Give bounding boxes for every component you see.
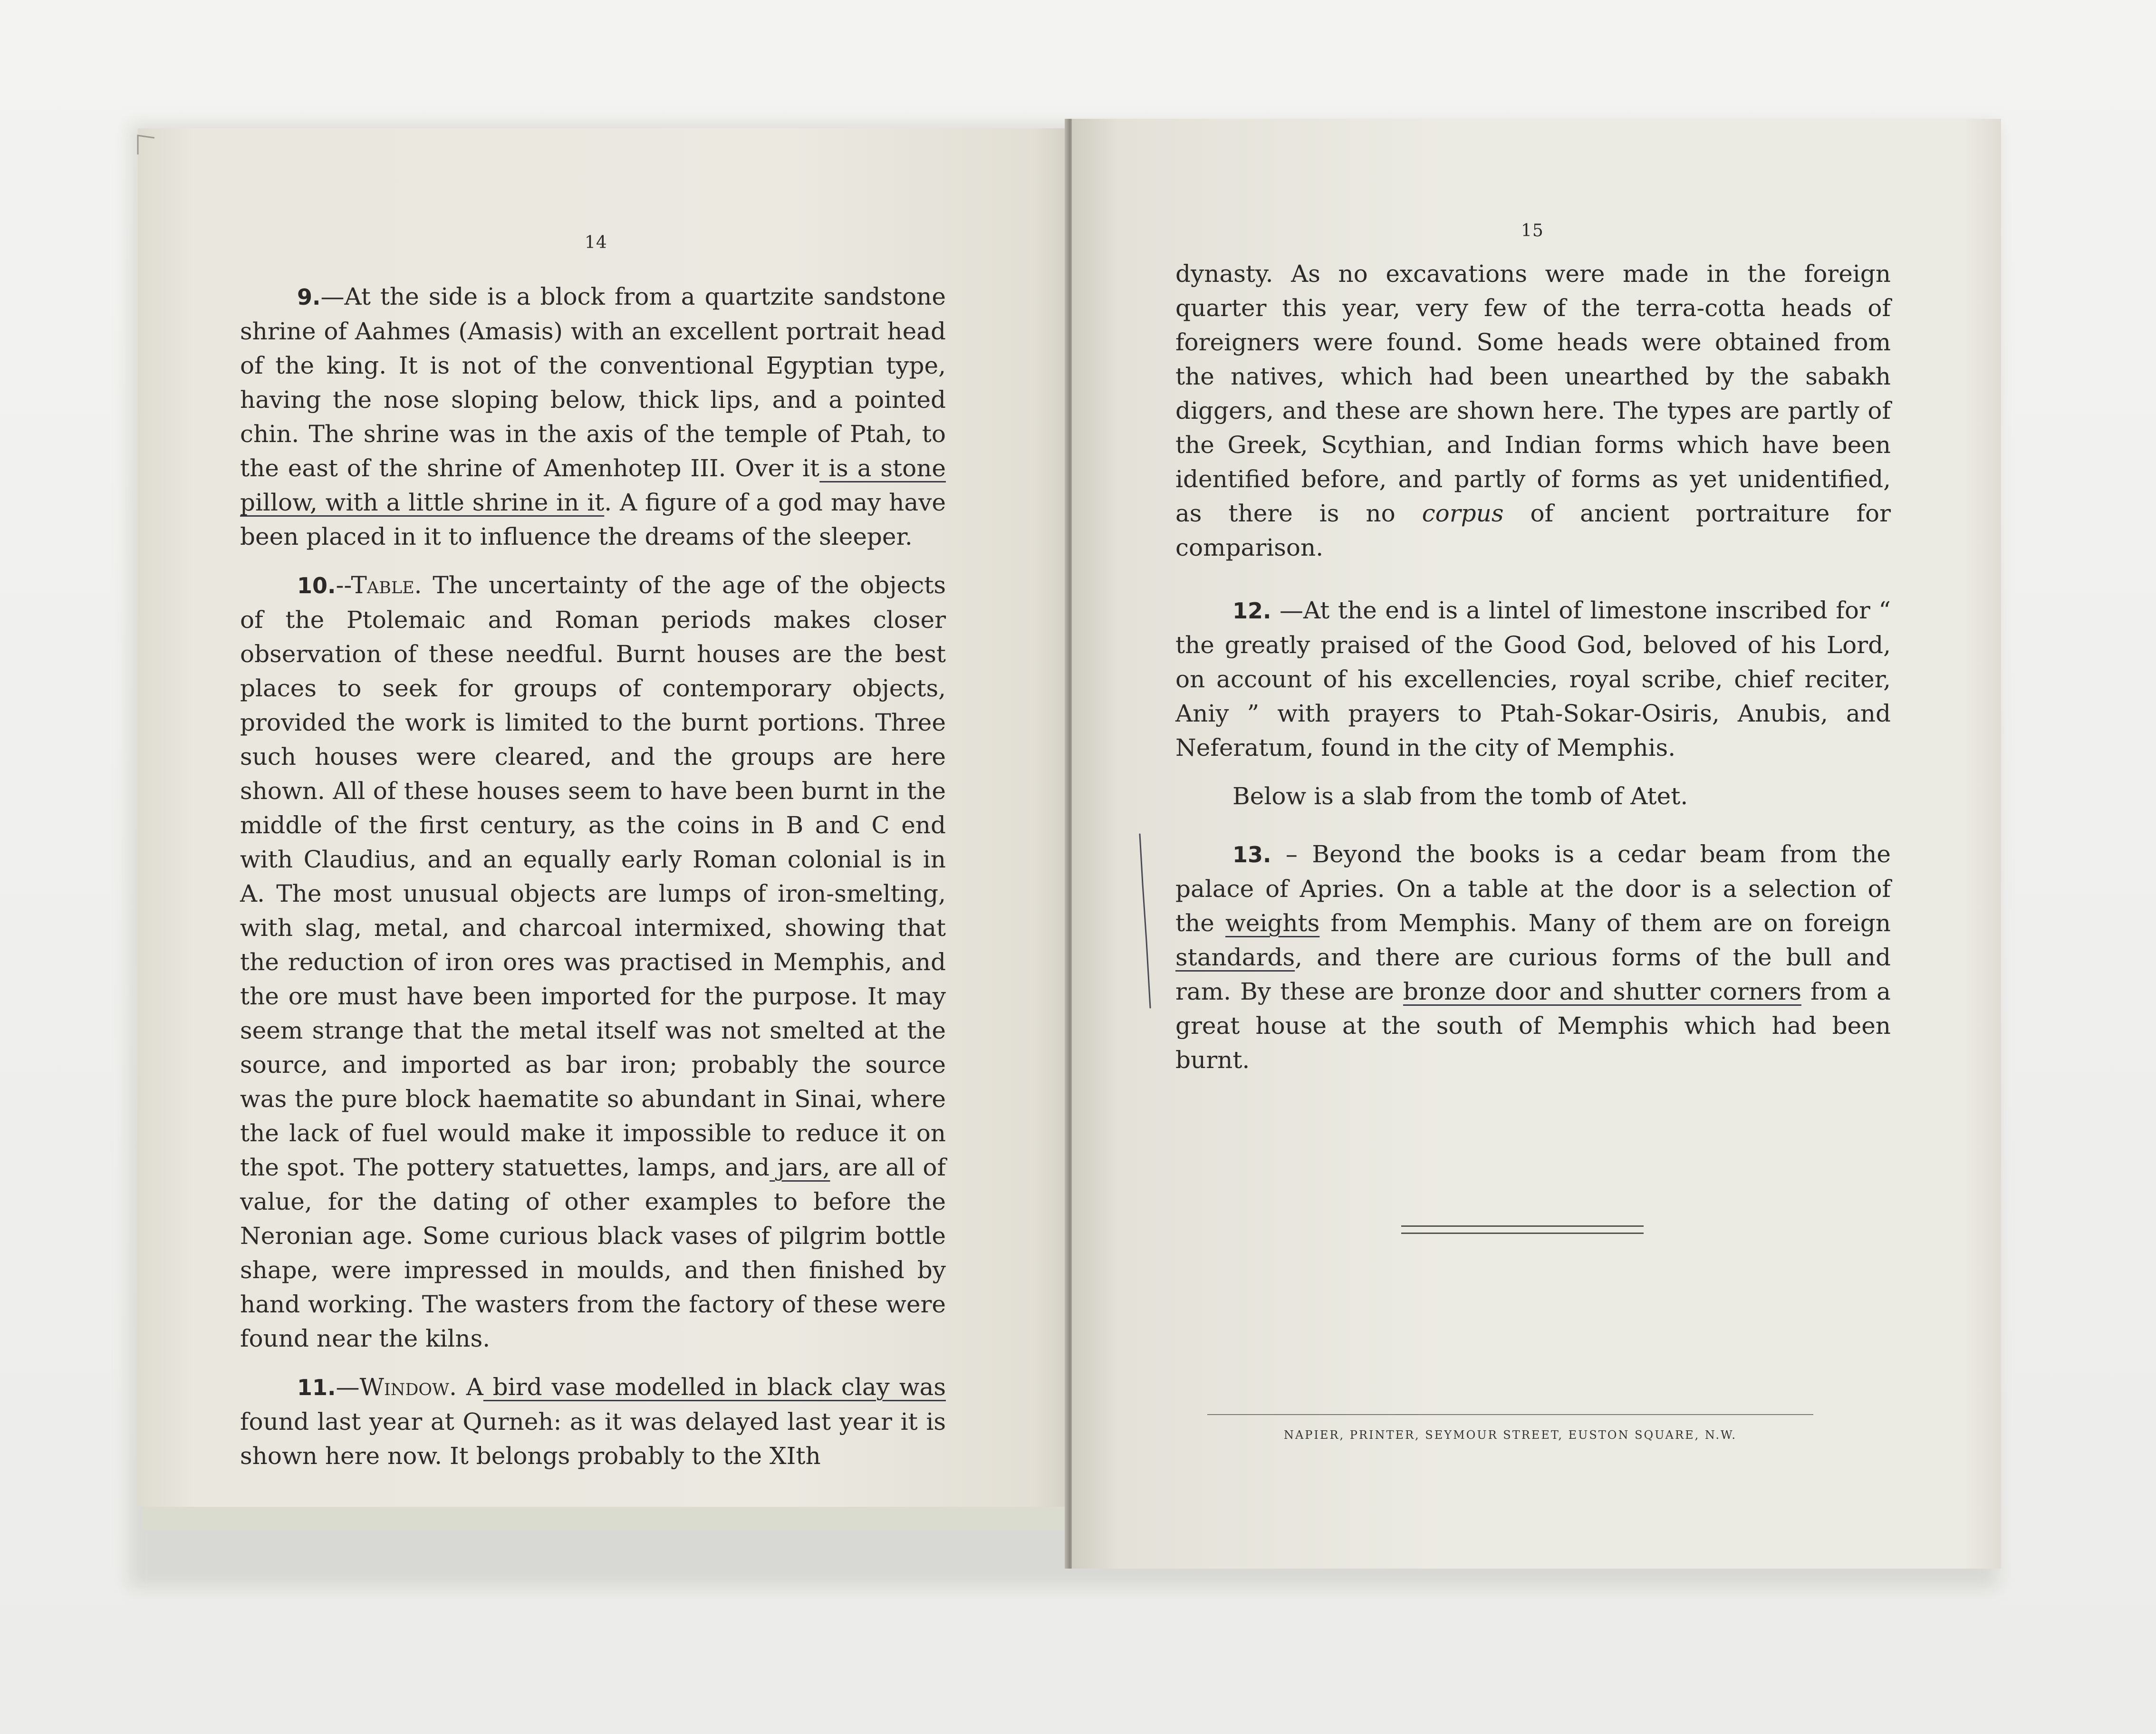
page-number-left: 14 <box>585 233 607 252</box>
paragraph-number: 12. <box>1232 598 1271 624</box>
paragraph-text: dynasty. As no excavations were made in the foreign quarter this year, very few of the terra-cotta heads of foreigners were found. Some heads were obtained from the natives, which had been unearthed by the sabakh diggers, and these are shown here. The types are partly of the Greek, Scythian, and Indian forms which have been identified before, and partly of forms as yet unidentified, as there is no <box>1175 260 1891 527</box>
printer-rule <box>1207 1414 1813 1415</box>
section-heading: —Window. <box>336 1373 457 1401</box>
paragraph-text: —At the end is a lintel of limestone inscribed for “ the greatly praised of the Good God, beloved of his Lord, on account of his excellencies, royal scribe, chief reciter, Aniy ” with prayers to Ptah-Sokar-Osiris, Anubis, and Neferatum, found in the city of Memphis. <box>1175 597 1891 761</box>
pencil-margin-line <box>1136 832 1155 1012</box>
paragraph-text: , and there are curious forms of the bull and ram. By these are <box>1175 944 1891 1005</box>
paragraph-number: 9. <box>297 284 321 310</box>
paragraph-text: found last year at Qurneh: as it was delayed last year it is shown here now. It belongs probably to the XIth <box>240 1408 946 1470</box>
paragraph-text: . A figure of a god may have been placed in it to influence the dreams of the sleeper. <box>240 489 946 550</box>
paragraph-text: from a great house at the south of Memphis which had been burnt. <box>1175 978 1891 1074</box>
paragraph-10 <box>240 568 946 1356</box>
right-page-text <box>1175 257 1891 1077</box>
cover-edge <box>143 1507 1069 1531</box>
italic-term: corpus <box>1422 500 1504 527</box>
printer-imprint: NAPIER, PRINTER, SEYMOUR STREET, EUSTON SQUARE, N.W. <box>1283 1428 1737 1442</box>
paragraph-11 <box>240 1370 946 1473</box>
pencil-underline: bird vase modelled in black clay was <box>483 1373 946 1401</box>
pencil-underline: is a stone pillow, with a little shrine in it <box>240 454 946 516</box>
paragraph-text: – Beyond the books is a cedar beam from the palace of Apries. On a table at the door is a selection of the <box>1175 840 1891 937</box>
paragraph-13 <box>1175 837 1891 1077</box>
pencil-underline: bronze door and shutter corners <box>1403 978 1801 1005</box>
paragraph-text: A <box>456 1373 483 1401</box>
pencil-underline: weights <box>1225 909 1320 937</box>
paragraph-atet <box>1175 779 1891 813</box>
paragraph-text: The uncertainty of the age of the objects of the Ptolemaic and Roman periods makes closer observation of these needful. Burnt houses are the best places to seek for groups of contemporary objects, provided the work is limited to the burnt portions. Three such houses were cleared, and the groups are here shown. All of these houses seem to have been burnt in the middle of the first century, as the coins in B and C end with Claudius, and an equally early Roman colonial is in A. The most unusual objects are lumps of iron-smelting, with slag, metal, and charcoal intermixed, showing that the reduction of iron ores was practised in Memphis, and the ore must have been imported for the purpose. It may seem strange that the metal itself was not smelted at the source, and imported as bar iron; probably the source was the pure block haematite so abundant in Sinai, where the lack of fuel would make it impossible to reduce it on the spot. The pottery statuettes, lamps, and <box>240 571 946 1181</box>
right-page <box>1072 119 2001 1569</box>
paragraph-number: 13. <box>1232 842 1271 867</box>
paragraph-number: 11. <box>297 1375 336 1400</box>
paragraph-12 <box>1175 593 1891 765</box>
paragraph-text: of ancient portraiture for comparison. <box>1175 500 1891 561</box>
paragraph-text: —At the side is a block from a quartzite sandstone shrine of Aahmes (Amasis) with an excellent portrait head of the king. It is not of the conventional Egyptian type, having the nose sloping below, thick lips, and a pointed chin. The shrine was in the axis of the temple of Ptah, to the east of the shrine of Amenhotep III. Over it <box>240 283 946 482</box>
paragraph-text: are all of value, for the dating of other examples to before the Neronian age. Some curious black vases of pilgrim bottle shape, were impressed in moulds, and then finished by hand working. The wasters from the factory of these were found near the kilns. <box>240 1154 946 1352</box>
page-number-right: 15 <box>1521 221 1544 241</box>
pencil-underline: jars, <box>770 1154 830 1181</box>
left-page <box>138 128 1069 1507</box>
end-double-rule <box>1401 1225 1644 1234</box>
page-corner-fold <box>128 131 157 159</box>
paragraph-number: 10. <box>297 573 336 598</box>
paragraph-text: from Memphis. Many of them are on foreign <box>1319 909 1891 937</box>
pencil-underline: standards <box>1175 944 1295 971</box>
continued-paragraph <box>1175 257 1891 565</box>
paragraph-9 <box>240 279 946 554</box>
section-heading: --Table. <box>336 571 422 599</box>
left-page-text <box>240 279 946 1473</box>
paragraph-text: Below is a slab from the tomb of Atet. <box>1232 782 1688 810</box>
